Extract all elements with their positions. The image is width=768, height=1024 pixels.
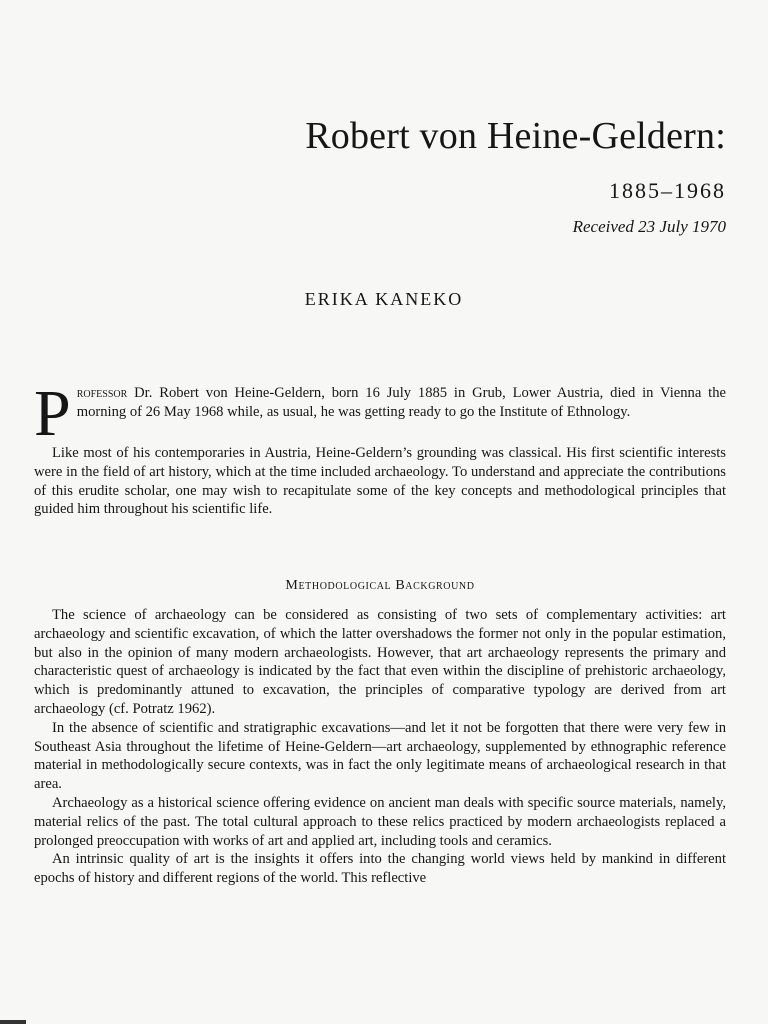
section-paragraph-4: An intrinsic quality of art is the insights it offers into the changing world views held by mankind in different epochs of history and different regions of the world. This reflective (34, 851, 726, 887)
author-name: ERIKA KANEKO (304, 289, 464, 309)
scan-edge-mark (0, 1020, 26, 1024)
section-paragraph-2: In the absence of scientific and stratigraphic excavations—and let it not be forgotten that there were very few in Southeast Asia throughout the lifetime of Heine-Geldern—art archaeology, supplemented by ethnographic reference material in methodologically secure contexts, was in fact the only legitimate means of archaeological research in that area. (34, 719, 726, 793)
methodology-section (34, 606, 726, 888)
section-paragraph-1: The science of archaeology can be considered as consisting of two sets of complementary activities: art archaeology and scientific excavation, of which the latter overshadows the former not only in the popular estimation, but also in the opinion of many modern archaeologists. However, that art archaeology represents the primary and characteristic quest of archaeology is indicated by the fact that even within the discipline of prehistoric archaeology, which is predominantly attuned to excavation, the principles of comparative typology are derived from art archaeology (cf. Potratz 1962). (34, 607, 726, 717)
intro-section (34, 377, 726, 519)
section-paragraph-3: Archaeology as a historical science offering evidence on ancient man deals with specific source materials, namely, material relics of the past. The total cultural approach to these relics practiced by modern archaeologists replaced a prolonged preoccupation with works of art and applied art, including tools and ceramics. (34, 794, 726, 849)
intro-paragraph-2: Like most of his contemporaries in Austria, Heine-Geldern’s grounding was classical. His first scientific interests were in the field of art history, which at the time included archaeology. To understand and appreciate the contributions of this erudite scholar, one may wish to recapitulate some of the key concepts and methodological principles that guided him throughout his scientific life. (34, 445, 726, 518)
lead-smallcaps: rofessor (76, 385, 128, 401)
received-date: Received 23 July 1970 (572, 217, 726, 236)
section-heading: Methodological Background (285, 578, 475, 593)
article-years: 1885–1968 (609, 178, 726, 203)
drop-cap: P (34, 377, 71, 450)
article-title: Robert von Heine-Geldern: (305, 115, 726, 157)
intro-paragraph-1 (34, 377, 726, 450)
intro-paragraph-1-text: Dr. Robert von Heine-Geldern, born 16 July 1885 in Grub, Lower Austria, died in Vienna the morning of 26 May 1968 while, as usual, he was getting ready to go the Institute of Ethnology. (76, 385, 726, 420)
